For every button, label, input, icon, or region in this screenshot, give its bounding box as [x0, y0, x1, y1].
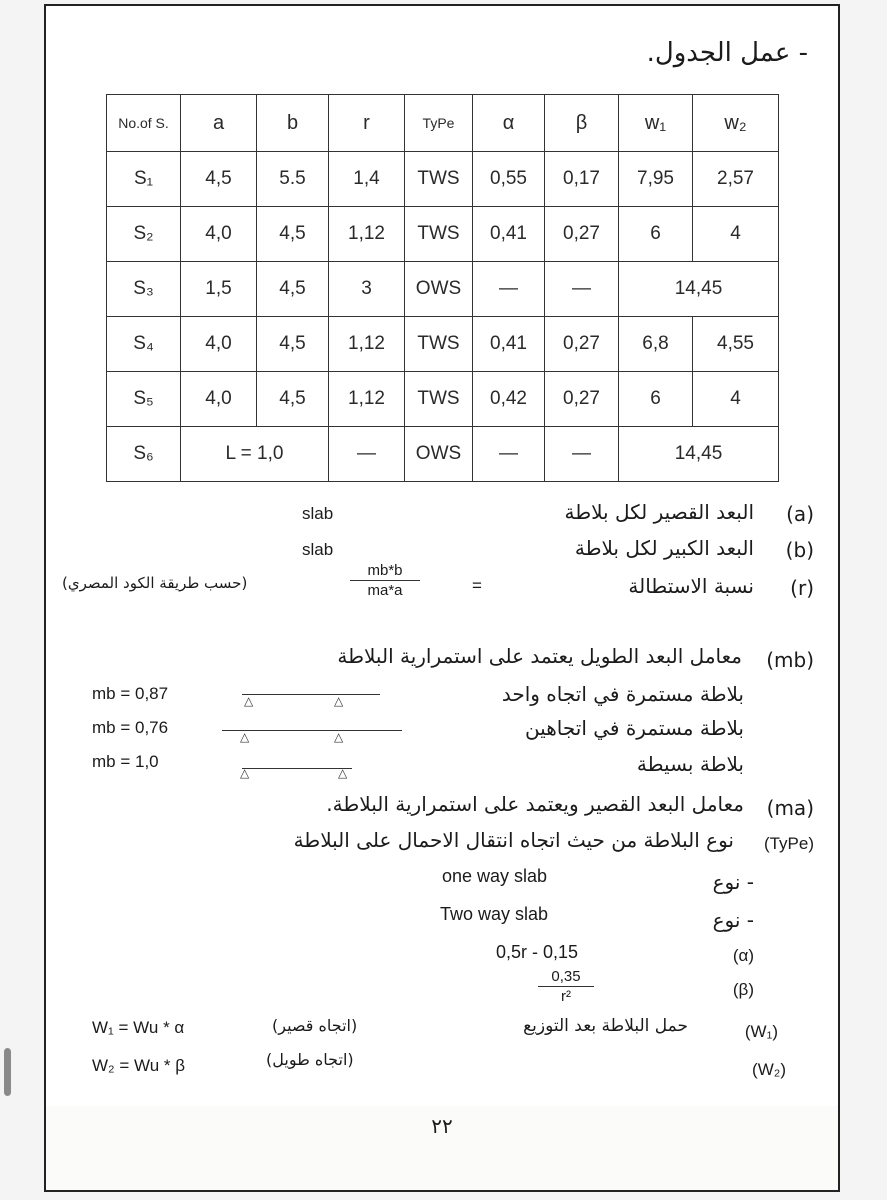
table-row [107, 152, 779, 207]
blank-patch [526, 1036, 614, 1106]
note-r-label: (r) [790, 576, 814, 600]
page-body [46, 6, 838, 1106]
mb-case-3-text: بلاطة بسيطة [636, 752, 744, 776]
cell-alpha: 0,41 [473, 317, 545, 372]
cell-w-merged: 14,45 [619, 427, 779, 482]
page-number: ٢٢ [431, 1114, 453, 1138]
mb-case-2-value: mb = 0,76 [92, 718, 169, 737]
note-ma-text: معامل البعد القصير ويعتمد على استمرارية البلاطة. [326, 792, 744, 816]
cell-a: 4,0 [181, 317, 257, 372]
note-r-text: نسبة الاستطالة [628, 574, 754, 598]
document-page [44, 4, 840, 1192]
mb-case-3-value: mb = 1,0 [92, 752, 159, 771]
cell-beta: — [545, 427, 619, 482]
slab-table [106, 94, 779, 482]
cell-alpha: 0,55 [473, 152, 545, 207]
table-row [107, 372, 779, 427]
support-icon: △ [334, 694, 344, 708]
cell-slab: S₁ [107, 152, 181, 207]
col-header-w2: w₂ [693, 95, 779, 152]
alpha-formula: 0,5r - 0,15 [496, 942, 579, 962]
cell-ab-merged: L = 1,0 [181, 427, 329, 482]
cell-b: 4,5 [257, 317, 329, 372]
support-icon: △ [334, 730, 344, 744]
cell-slab: S₃ [107, 262, 181, 317]
table-row [107, 262, 779, 317]
note-a-text: البعد القصير لكل بلاطة [564, 500, 754, 524]
cell-slab: S₂ [107, 207, 181, 262]
col-header-alpha: α [473, 95, 545, 152]
cell-alpha: — [473, 262, 545, 317]
cell-type: TWS [405, 372, 473, 427]
cell-r: 3 [329, 262, 405, 317]
col-header-r: r [329, 95, 405, 152]
note-type-text: نوع البلاطة من حيث اتجاه انتقال الاحمال على البلاطة [293, 828, 734, 852]
table-row [107, 427, 779, 482]
col-header-type: TyPe [405, 95, 473, 152]
note-w2-direction: (اتجاه طويل) [266, 1050, 354, 1069]
beta-fraction [538, 968, 594, 1005]
cell-w2: 4 [693, 207, 779, 262]
cell-w1: 6 [619, 207, 693, 262]
cell-b: 5.5 [257, 152, 329, 207]
w1-formula: W₁ = Wu * α [92, 1018, 185, 1037]
cell-r: 1,12 [329, 372, 405, 427]
support-icon: △ [240, 766, 250, 780]
cell-w-merged: 14,45 [619, 262, 779, 317]
support-icon: △ [244, 694, 254, 708]
cell-r: 1,12 [329, 207, 405, 262]
cell-w2: 4,55 [693, 317, 779, 372]
note-a-slab: slab [302, 504, 334, 523]
type-1-label: - نوع [712, 870, 754, 894]
type-2-value: Two way slab [440, 904, 549, 924]
cell-type: OWS [405, 427, 473, 482]
note-mb-label: (mb) [766, 648, 814, 672]
note-w1-label: (W₁) [744, 1022, 778, 1041]
note-a-label: (a) [786, 502, 814, 526]
col-header-w1: w₁ [619, 95, 693, 152]
beam-sketch-1 [242, 694, 380, 695]
note-b-label: (b) [785, 538, 814, 562]
table-row [107, 317, 779, 372]
col-header-beta: β [545, 95, 619, 152]
cell-r: 1,4 [329, 152, 405, 207]
cell-beta: 0,27 [545, 317, 619, 372]
cell-slab: S₆ [107, 427, 181, 482]
beam-sketch-3 [242, 768, 352, 769]
cell-alpha: — [473, 427, 545, 482]
cell-w1: 6 [619, 372, 693, 427]
cell-b: 4,5 [257, 262, 329, 317]
cell-type: OWS [405, 262, 473, 317]
cell-w2: 2,57 [693, 152, 779, 207]
cell-w1: 7,95 [619, 152, 693, 207]
cell-type: TWS [405, 317, 473, 372]
cell-a: 4,0 [181, 207, 257, 262]
mb-case-1-text: بلاطة مستمرة في اتجاه واحد [501, 682, 744, 706]
cell-a: 4,5 [181, 152, 257, 207]
mb-case-1-value: mb = 0,87 [92, 684, 169, 703]
cell-r: 1,12 [329, 317, 405, 372]
ratio-fraction [350, 562, 420, 599]
cell-w2: 4 [693, 372, 779, 427]
ratio-denominator: ma*a [367, 582, 403, 599]
cell-beta: 0,27 [545, 207, 619, 262]
cell-type: TWS [405, 152, 473, 207]
support-icon: △ [240, 730, 250, 744]
note-w1-text: حمل البلاطة بعد التوزيع [523, 1016, 688, 1036]
note-beta-label: (β) [732, 980, 754, 999]
beta-numerator: 0,35 [538, 968, 594, 987]
w2-formula: W₂ = Wu * β [92, 1056, 186, 1075]
note-w2-label: (W₂) [752, 1060, 786, 1079]
beta-denominator: r² [561, 988, 571, 1005]
cell-alpha: 0,41 [473, 207, 545, 262]
note-r-method: (حسب طريقة الكود المصري) [62, 574, 248, 592]
cell-w1: 6,8 [619, 317, 693, 372]
ratio-numerator: mb*b [350, 562, 420, 581]
note-alpha-label: (α) [732, 946, 754, 965]
note-ma-label: (ma) [766, 796, 814, 820]
cell-r: — [329, 427, 405, 482]
cell-a: 1,5 [181, 262, 257, 317]
note-b-slab: slab [302, 540, 334, 559]
cell-slab: S₄ [107, 317, 181, 372]
cell-b: 4,5 [257, 372, 329, 427]
cell-slab: S₅ [107, 372, 181, 427]
note-w1-direction: (اتجاه قصير) [272, 1016, 358, 1035]
cell-beta: 0,17 [545, 152, 619, 207]
cell-beta: — [545, 262, 619, 317]
note-type-label: (TyPe) [763, 834, 814, 853]
type-1-value: one way slab [442, 866, 548, 886]
note-mb-text: معامل البعد الطويل يعتمد على استمرارية البلاطة [337, 644, 742, 668]
table-row [107, 207, 779, 262]
page-heading: - عمل الجدول. [646, 38, 808, 68]
cell-alpha: 0,42 [473, 372, 545, 427]
cell-a: 4,0 [181, 372, 257, 427]
col-header-a: a [181, 95, 257, 152]
support-icon: △ [338, 766, 348, 780]
cell-beta: 0,27 [545, 372, 619, 427]
table-header-row [107, 95, 779, 152]
cell-type: TWS [405, 207, 473, 262]
note-r-equals: = [472, 576, 482, 595]
type-2-label: - نوع [712, 908, 754, 932]
col-header-no: No.of S. [107, 95, 181, 152]
scrollbar-thumb[interactable] [4, 1048, 11, 1096]
col-header-b: b [257, 95, 329, 152]
mb-case-2-text: بلاطة مستمرة في اتجاهين [524, 716, 744, 740]
cell-b: 4,5 [257, 207, 329, 262]
note-b-text: البعد الكبير لكل بلاطة [574, 536, 754, 560]
